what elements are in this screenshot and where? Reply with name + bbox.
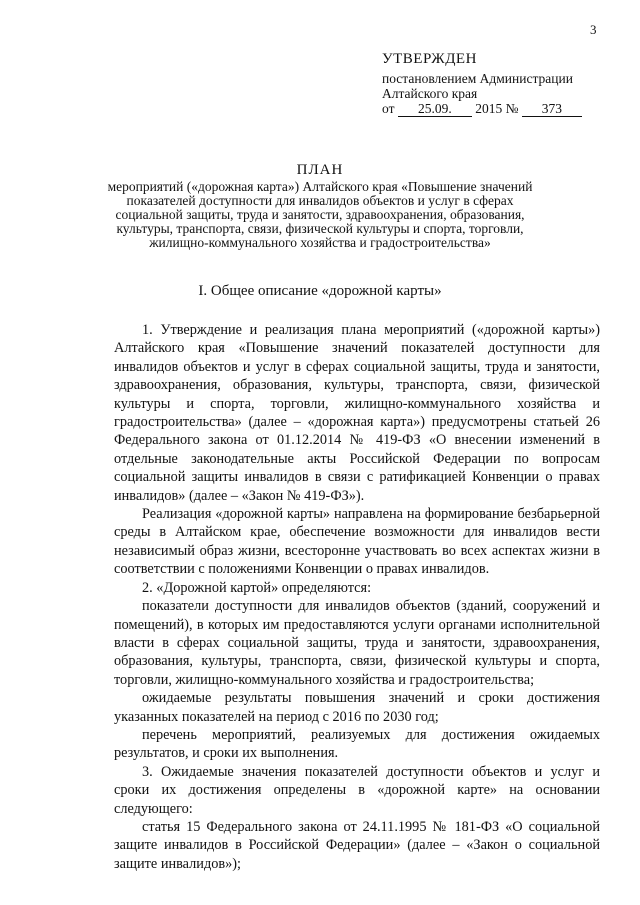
section-heading: I. Общее описание «дорожной карты» [198, 283, 442, 299]
paragraph: Реализация «дорожной карты» направлена на формирование безбарьерной среды в Алтайском крае, обеспечение возможности для инвалидов вести независимый образ жизни, всесторонне участвовать во всех аспектах жизни в соответствии с положениями Конвенции о правах инвалидов. [114, 506, 600, 578]
date-prefix: от [382, 101, 395, 116]
paragraph: перечень мероприятий, реализуемых для достижения ожидаемых результатов, и сроки их выполнения. [114, 726, 600, 762]
document-title [100, 163, 540, 250]
paragraph: показатели доступности для инвалидов объектов (зданий, сооружений и помещений), в которых им предоставляются услуги органами исполнительной власти в сферах социальной защиты, труда и занятости, здравоохранения, образования, культуры, транспорта, связи, физической культуры и спорта, торговли, жилищно-коммунального хозяйства и градостроительства; [114, 598, 600, 688]
year-label: 2015 № [475, 101, 519, 116]
approval-line-1: постановлением Администрации [382, 71, 573, 86]
approval-date-line [382, 101, 582, 117]
title-plan: ПЛАН [296, 162, 344, 178]
paragraph: 3. Ожидаемые значения показателей доступности объектов и услуг и сроки их достижения определены в «дорожной карте» на основании следующего: [114, 763, 600, 817]
approval-line-2: Алтайского края [382, 86, 478, 101]
approval-number: 373 [522, 102, 582, 117]
approval-date: 25.09. [398, 102, 472, 117]
approval-stamp [382, 52, 582, 117]
approval-heading: УТВЕРЖДЕН [382, 51, 477, 67]
paragraph: 2. «Дорожной картой» определяются: [142, 579, 372, 596]
paragraph: 1. Утверждение и реализация плана мероприятий («дорожной карты») Алтайского края «Повышение значений показателей доступности для инвалидов объектов и услуг в сферах социальной защиты, труда и занятости, здравоохранения, образования, культуры, транспорта, связи, физической культуры и спорта, торговли, жилищно-коммунального хозяйства и градостроительства» (далее – «дорожная карта») предусмотрены статьей 26 Федерального закона от 01.12.2014 № 419-ФЗ «О внесении изменений в отдельные законодательные акты Российской Федерации по вопросам социальной защиты инвалидов в связи с ратификацией Конвенции о правах инвалидов» (далее – «Закон № 419-ФЗ»). [114, 322, 600, 504]
title-subtitle: мероприятий («дорожная карта») Алтайского края «Повышение значений показателей доступности для инвалидов объектов и услуг в сферах социальной защиты, труда и занятости, здравоохранения, образования, культуры, транспорта, связи, физической культуры и спорта, торговли, жилищно-коммунального хозяйства и градостроительства» [107, 179, 533, 250]
page-number: 3 [590, 22, 597, 37]
document-body [114, 321, 600, 873]
paragraph: ожидаемые результаты повышения значений и сроки достижения указанных показателей на период с 2016 по 2030 год; [114, 690, 600, 725]
paragraph: статья 15 Федерального закона от 24.11.1995 № 181-ФЗ «О социальной защите инвалидов в Российской Федерации» (далее – «Закон о социальной защите инвалидов»); [114, 818, 600, 872]
